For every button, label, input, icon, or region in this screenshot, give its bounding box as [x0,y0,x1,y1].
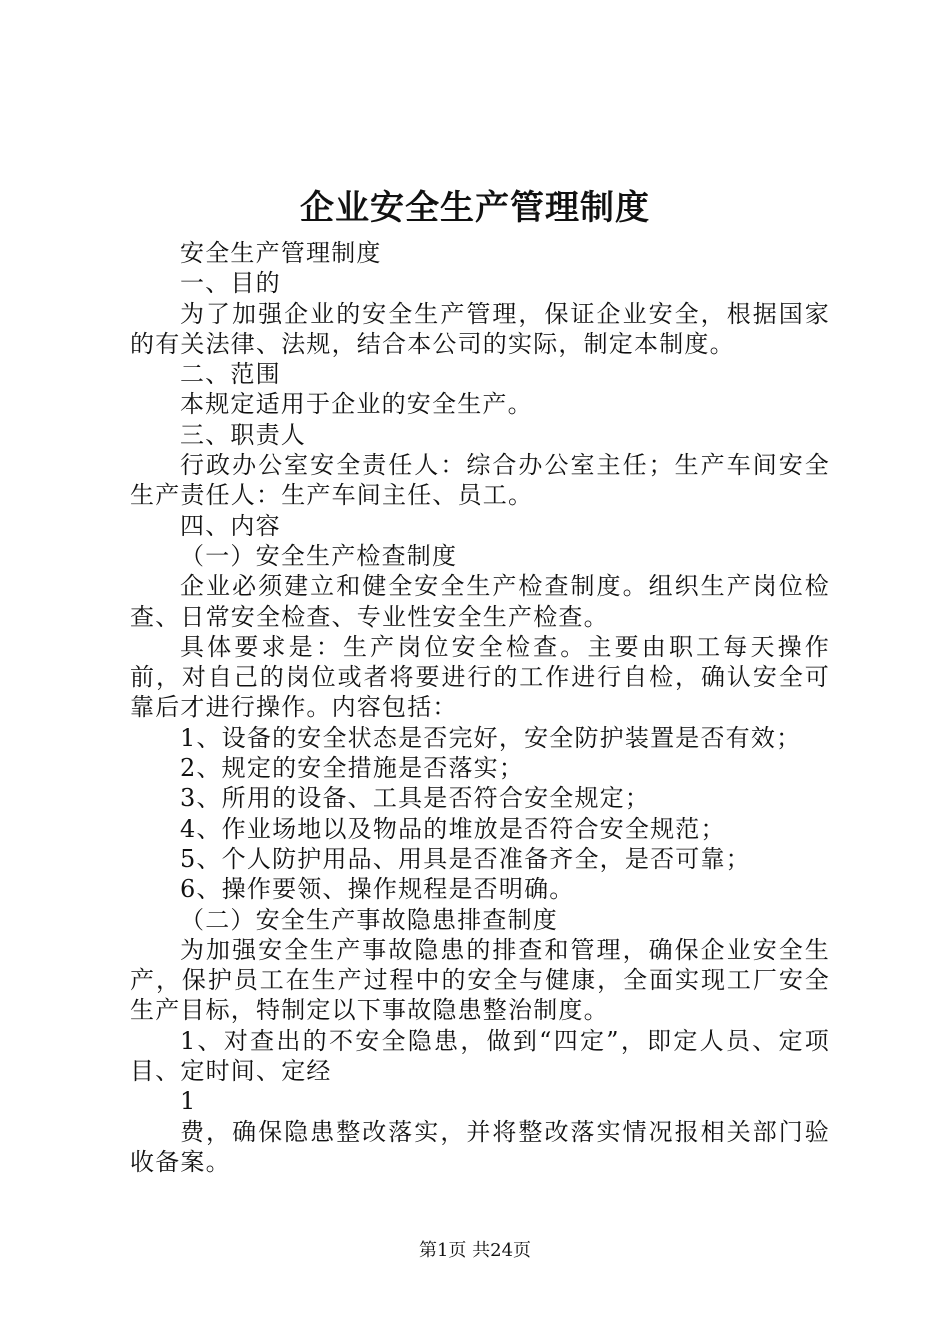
document-title: 企业安全生产管理制度 [300,188,650,228]
paragraph: 为了加强企业的安全生产管理，保证企业安全，根据国家的有关法律、法规，结合本公司的实际，制定本制度。 [130,299,830,358]
list-item: 5、个人防护用品、用具是否准备齐全，是否可靠； [180,844,751,873]
subsection-heading: （二）安全生产事故隐患排查制度 [180,905,558,934]
section-heading: 二、范围 [180,360,281,389]
inline-page-number: 1 [180,1087,197,1116]
section-heading: 三、职责人 [180,420,306,449]
list-item: 6、操作要领、操作规程是否明确。 [180,875,575,904]
list-item: 3、所用的设备、工具是否符合安全规定； [180,784,651,813]
paragraph: 为加强安全生产事故隐患的排查和管理，确保企业安全生产，保护员工在生产过程中的安全与健康，全面实现工厂安全生产目标，特制定以下事故隐患整治制度。 [130,935,830,1025]
section-heading: 一、目的 [180,269,281,298]
paragraph: 具体要求是：生产岗位安全检查。主要由职工每天操作前，对自己的岗位或者将要进行的工作进行自检，确认安全可靠后才进行操作。内容包括： [130,632,830,722]
paragraph: 本规定适用于企业的安全生产。 [180,390,533,419]
list-item: 2、规定的安全措施是否落实； [180,754,525,783]
list-item: 1、设备的安全状态是否完好，安全防护装置是否有效； [180,723,802,752]
document-body [130,238,830,1177]
subsection-heading: （一）安全生产检查制度 [180,541,458,570]
paragraph: 行政办公室安全责任人：综合办公室主任；生产车间安全生产责任人：生产车间主任、员工。 [130,451,830,510]
page-footer: 第1页 共24页 [418,1240,532,1261]
paragraph: 企业必须建立和健全安全生产检查制度。组织生产岗位检查、日常安全检查、专业性安全生产检查。 [130,572,830,631]
paragraph: 费，确保隐患整改落实，并将整改落实情况报相关部门验收备案。 [130,1117,830,1176]
list-item: 1、对查出的不安全隐患，做到“四定”，即定人员、定项目、定时间、定经 [130,1026,830,1086]
section-heading: 四、内容 [180,511,281,540]
list-item: 4、作业场地以及物品的堆放是否符合安全规范； [180,814,726,843]
paragraph: 安全生产管理制度 [180,239,382,267]
